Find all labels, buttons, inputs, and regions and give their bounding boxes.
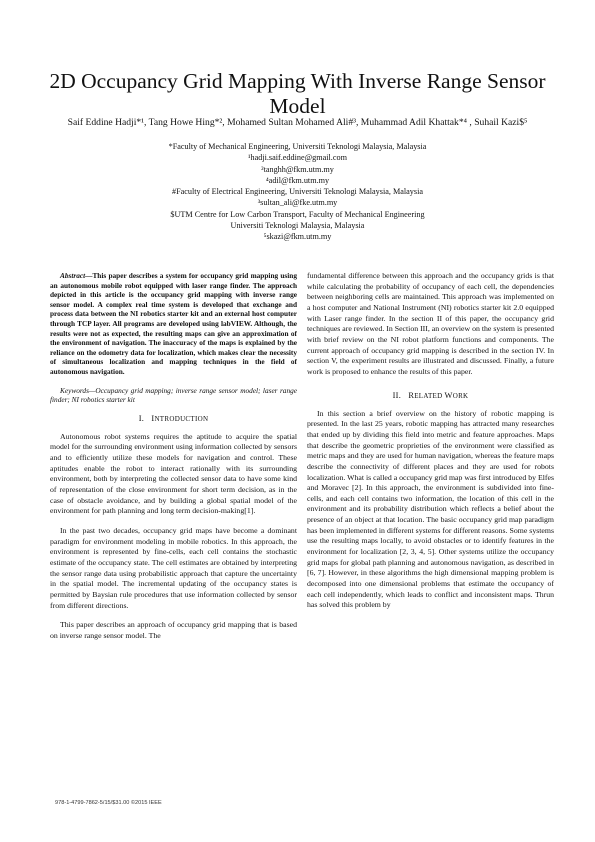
affiliation-line: *Faculty of Mechanical Engineering, Universiti Teknologi Malaysia, Malaysia	[168, 142, 427, 151]
section-heading-related-work: II. RELATED WORK	[392, 390, 469, 400]
keywords: Keywords—Occupancy grid mapping; inverse range sensor model; laser range finder; NI robotics starter kit	[50, 385, 297, 405]
affiliation-email: ⁴adil@fkm.utm.my	[265, 175, 330, 185]
affiliation-line: $UTM Centre for Low Carbon Transport, Faculty of Mechanical Engineering	[170, 209, 425, 219]
left-column	[50, 271, 297, 642]
affiliation-line: Universiti Teknologi Malaysia, Malaysia	[230, 221, 365, 231]
affiliation-line: #Faculty of Electrical Engineering, Universiti Teknologi Malaysia, Malaysia	[172, 187, 423, 197]
right-column	[307, 271, 554, 611]
intro-paragraph: This paper describes an approach of occupancy grid mapping that is based on inverse range sensor model. The	[50, 620, 297, 640]
related-work-paragraph: In this section a brief overview on the history of robotic mapping is presented. In the last 25 years, robotic mapping has attracted many researches that ended up by dividing this field into metric and feature approaches. Maps that describe the geometric proprieties of the environment were classified as metric maps and they are used for human navigation, whereas the feature maps describe the connectivity of different places and they are used for robots localization. What is called a occupancy grid map was first introduced by Elfes and Moravec [2]. In this approach, the environment is subdivided into fine-cells, and each cell contains two information, the location of this cell in the environment and its probability distribution which reflects a belief about the presence of an object at that location. The basic occupancy grid map paradigm has been implemented in different systems for different reasons. Some systems use the resulting maps locally, to avoid obstacles or to identify features in the environment for localization [2, 3, 4, 5]. Other systems utilize the occupancy grid maps for global path planning and autonomous navigation, as described in [6, 7]. However, in these algorithms the high dimensional mapping problem is decomposed into one dimensional problems that estimate the occupancy of each cell independently, which leads to conflict and inconsistent maps. Thrun has solved this problem by	[307, 408, 554, 610]
affiliation-email: ¹hadji.saif.eddine@gmail.com	[248, 153, 347, 163]
affiliation-email: ²tanghh@fkm.utm.my	[261, 164, 334, 174]
abstract-text: —This paper describes a system for occupancy grid mapping using an autonomous mobile robot equipped with laser range finder. The approach depicted in this article is the occupancy grid mapping with inverse range sensor model. A complex real time system is developed that exchange and process data between the NI robotics starter kit and an external host computer through TCP layer. All programs are developed using labVIEW. Although, the results were not as expected, the resulting maps can give an approximation of the environment of navigation. The inaccuracy of the maps is explained by the reliance on the odometry data for localization, which makes clear the necessity of simultaneous localization and mapping techniques in the field of autonomous navigation.	[50, 271, 297, 376]
affiliations	[40, 141, 555, 243]
abstract	[50, 271, 297, 377]
copyright-footer: 978-1-4799-7862-5/15/$31.00 ©2015 IEEE	[55, 800, 162, 806]
section-heading-introduction: I. INTRODUCTION	[138, 413, 209, 423]
paper-title: 2D Occupancy Grid Mapping With Inverse Range Sensor Model	[49, 69, 546, 119]
author-list: Saif Eddine Hadji*¹, Tang Howe Hing*², Mohamed Sultan Mohamed Ali#³, Muhammad Adil Khattak*⁴ , Suhail Kazi$⁵	[67, 117, 528, 128]
affiliation-email: ³sultan_ali@fke.utm.my	[257, 198, 338, 208]
intro-paragraph: Autonomous robot systems requires the aptitude to acquire the spatial model for the surrounding environment using information collected by sensors and to efficiently utilize these models for navigation and control. These aptitudes enable the robot to interact rationally with its surrounding environment, both by interpreting the collected sensor data to have some kind of representation of the close environment for short term decision, as in the case of obstacle avoidance, and by building a global spatial model of the environment for path planning and long term decision-making[1].	[50, 431, 297, 516]
affiliation-email: ⁵skazi@fkm.utm.my	[263, 232, 332, 242]
intro-paragraph: In the past two decades, occupancy grid maps have become a dominant paradigm for environment modeling in mobile robotics. In this approach, the environment is represented by fine-cells, each cell contains the stochastic estimate of the occupancy state. The cell estimates are obtained by interpreting the sensor range data using probabilistic approach that capture the uncertainty in the spatial model. The incremental updating of the occupancy states is permitted by Baysian rule procedures that use information collected by sensor from different directions.	[50, 525, 297, 610]
abstract-label: Abstract	[60, 271, 86, 280]
intro-continuation-paragraph: fundamental difference between this approach and the occupancy grids is that while calculating the probability of occupancy of each cell, the dependencies between neighboring cells are maintained. This approach was implemented on a host computer and National Instrument (NI) robotics starter kit 2.0 equipped with Laser range finder. In the section II of this paper, the occupancy grid techniques are reviewed. In Section III, an overview on the system is presented with brief review on the NI robot platform functions and components. The current approach of occupancy grid mapping is described in the section IV. In section V, the experiment results are illustrated and discussed. Finally, a future work is proposed to enhance the results of this paper.	[307, 271, 554, 376]
